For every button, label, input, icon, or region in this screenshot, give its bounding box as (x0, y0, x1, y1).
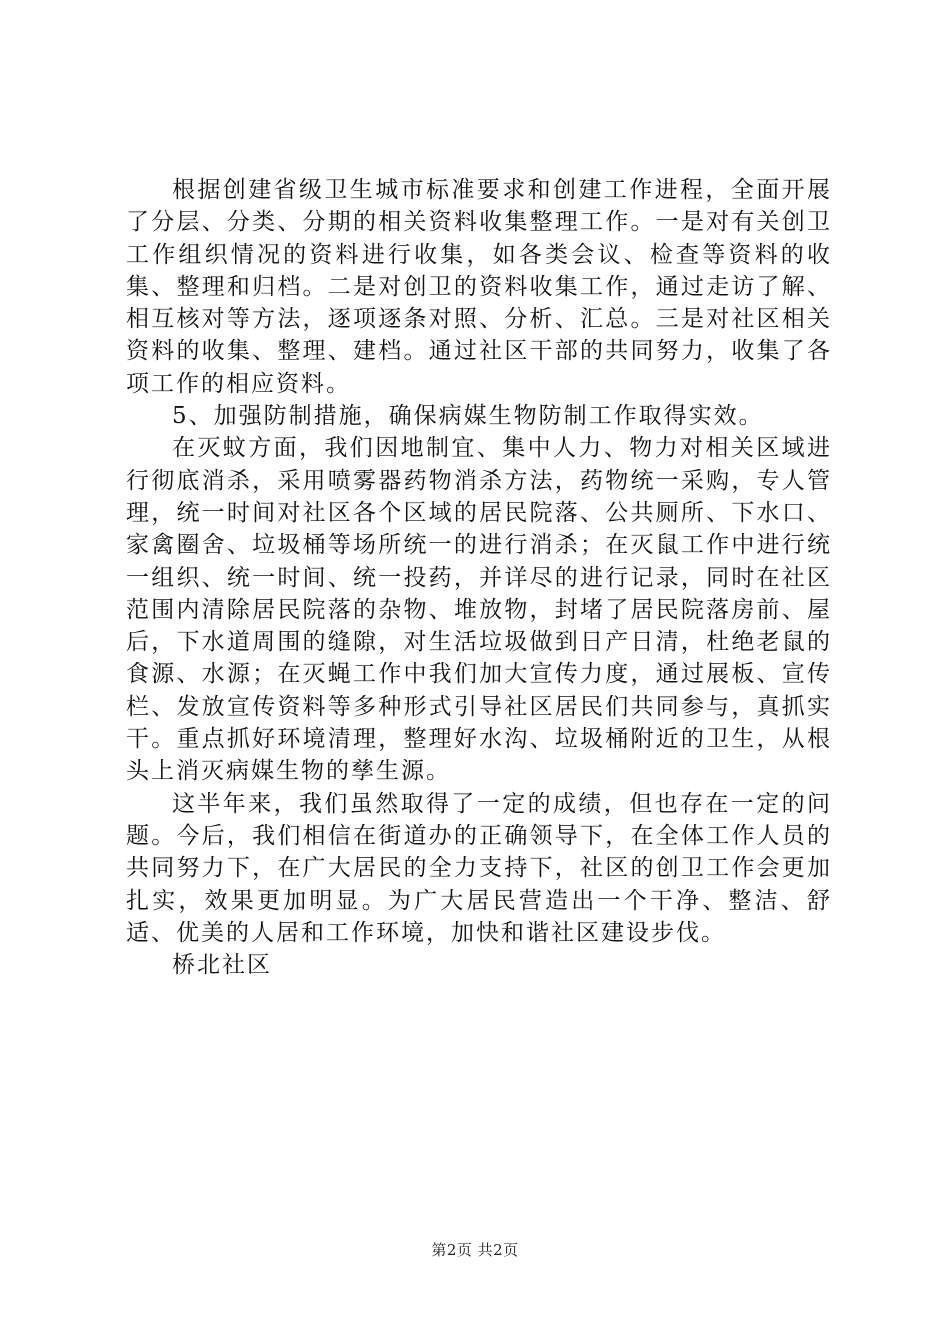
signature-community-name: 桥北社区 (172, 952, 272, 979)
paragraph-summary-outlook: 这半年来，我们虽然取得了一定的成绩，但也存在一定的问题。今后，我们相信在街道办的正确领导下，在全体工作人员的共同努力下，在广大居民的全力支持下，社区的创卫工作会更加扎实，效果更加明显。为广大居民营造出一个干净、整洁、舒适、优美的人居和工作环境，加快和谐社区建设步伐。 (126, 790, 832, 946)
paragraph-pest-control-measures: 在灭蚊方面，我们因地制宜、集中人力、物力对相关区域进行彻底消杀，采用喷雾器药物消杀方法，药物统一采购，专人管理，统一时间对社区各个区域的居民院落、公共厕所、下水口、家禽圈舍、垃圾桶等场所统一的进行消杀；在灭鼠工作中进行统一组织、统一时间、统一投药，并详尽的进行记录，同时在社区范围内清除居民院落的杂物、堆放物，封堵了居民院落房前、屋后，下水道周围的缝隙，对生活垃圾做到日产日清，杜绝老鼠的食源、水源；在灭蝇工作中我们加大宣传力度，通过展板、宣传栏、发放宣传资料等多种形式引导社区居民们共同参与，真抓实干。重点抓好环境清理，整理好水沟、垃圾桶附近的卫生，从根头上消灭病媒生物的孳生源。 (126, 435, 832, 785)
paragraph-resource-collection: 根据创建省级卫生城市标准要求和创建工作进程，全面开展了分层、分类、分期的相关资料收集整理工作。一是对有关创卫工作组织情况的资料进行收集，如各类会议、检查等资料的收集、整理和归档。二是对创卫的资料收集工作，通过走访了解、相互核对等方法，逐项逐条对照、分析、汇总。三是对社区相关资料的收集、整理、建档。通过社区干部的共同努力，收集了各项工作的相应资料。 (126, 177, 832, 397)
paragraph-heading-pest-control: 5、加强防制措施，确保病媒生物防制工作取得实效。 (172, 403, 764, 430)
page-number-footer: 第2页 共2页 (431, 1241, 519, 1259)
document-body (126, 174, 832, 981)
